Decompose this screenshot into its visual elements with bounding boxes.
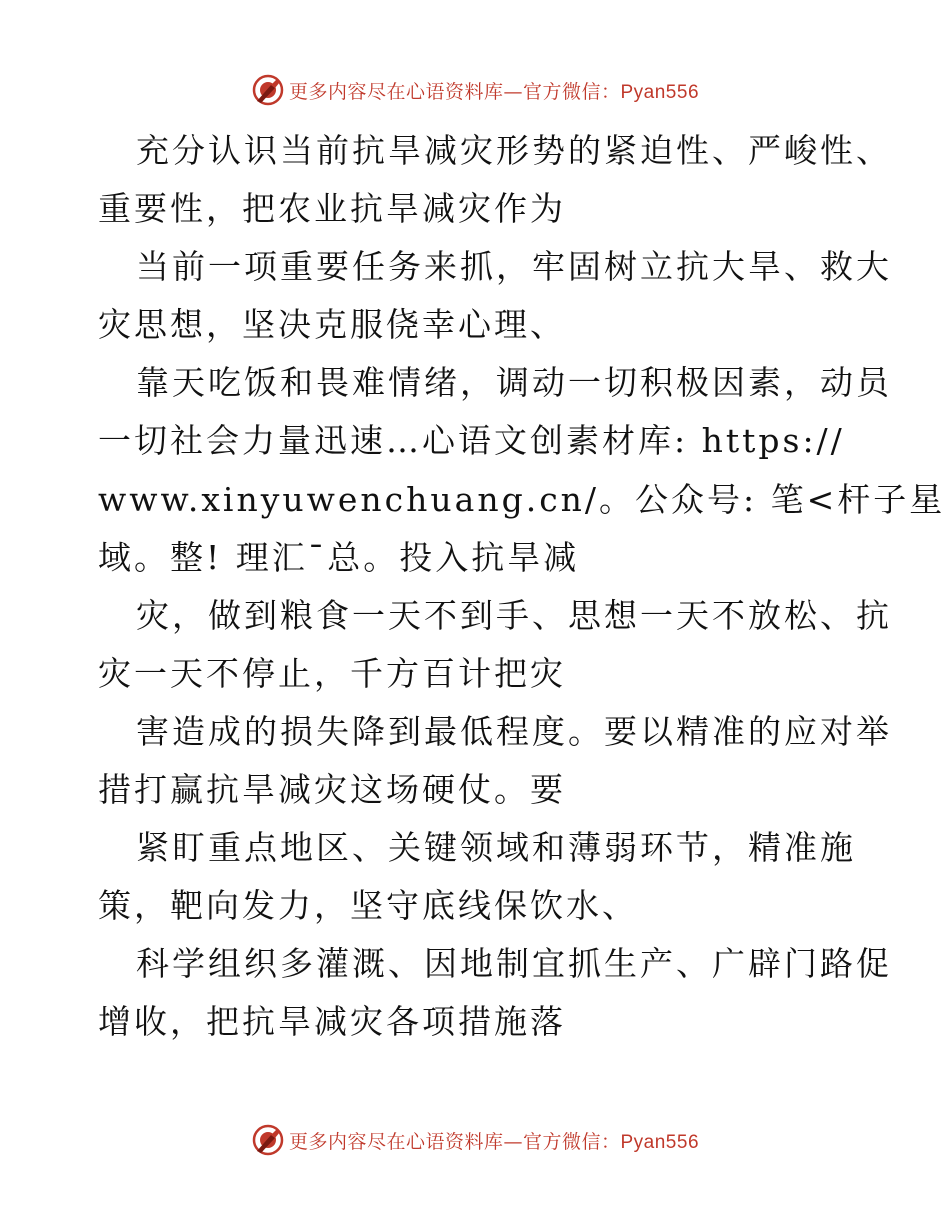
body-line: 灾一天不停止，千方百计把灾 [98,653,566,693]
body-line: 当前一项重要任务来抓，牢固树立抗大旱、救大 [136,247,892,287]
header-wechat-id: Pyan556 [620,81,700,103]
body-line: 灾思想，坚决克服侥幸心理、 [98,305,566,345]
body-line: 靠天吃饭和畏难情绪，调动一切积极因素，动员 [136,363,892,403]
body-line: 策，靶向发力，坚守底线保饮水、 [98,886,638,926]
footer-text [289,1127,699,1154]
footer-wechat-id: Pyan556 [620,1131,700,1153]
pen-circle-logo-icon [251,1123,285,1157]
body-line: 害造成的损失降到最低程度。要以精准的应对举 [136,711,892,751]
footer-banner [0,1120,950,1160]
header-text [289,77,699,104]
footer-wechat-label: 官方微信： [522,1130,621,1153]
body-line: 增收，把抗旱减灾各项措施落 [98,1002,566,1042]
body-line: 措打赢抗旱减灾这场硬仗。要 [98,770,566,810]
header-wechat-label: 官方微信： [522,80,621,103]
header-banner [0,70,950,110]
footer-site-text: 更多内容尽在心语资料库 [288,1130,504,1153]
body-line: 域。整! 理汇¯总。投入抗旱减 [98,537,580,577]
document-body [98,122,946,1052]
footer-dash: — [503,1130,523,1153]
body-line: 一切社会力量迅速…心语文创素材库: https:// [98,421,845,461]
header-dash: — [503,80,523,103]
body-line: www.xinyuwenchuang.cn/。公众号: 笔<杆子星 [98,479,946,519]
body-line: 充分认识当前抗旱减灾形势的紧迫性、严峻性、 [136,131,892,170]
pen-circle-logo-icon [251,73,285,107]
body-line: 紧盯重点地区、关键领域和薄弱环节，精准施 [136,828,856,868]
body-line: 科学组织多灌溉、因地制宜抓生产、广辟门路促 [136,944,892,984]
body-line: 重要性，把农业抗旱减灾作为 [98,189,566,229]
header-site-text: 更多内容尽在心语资料库 [288,80,504,103]
body-line: 灾，做到粮食一天不到手、思想一天不放松、抗 [136,595,892,635]
